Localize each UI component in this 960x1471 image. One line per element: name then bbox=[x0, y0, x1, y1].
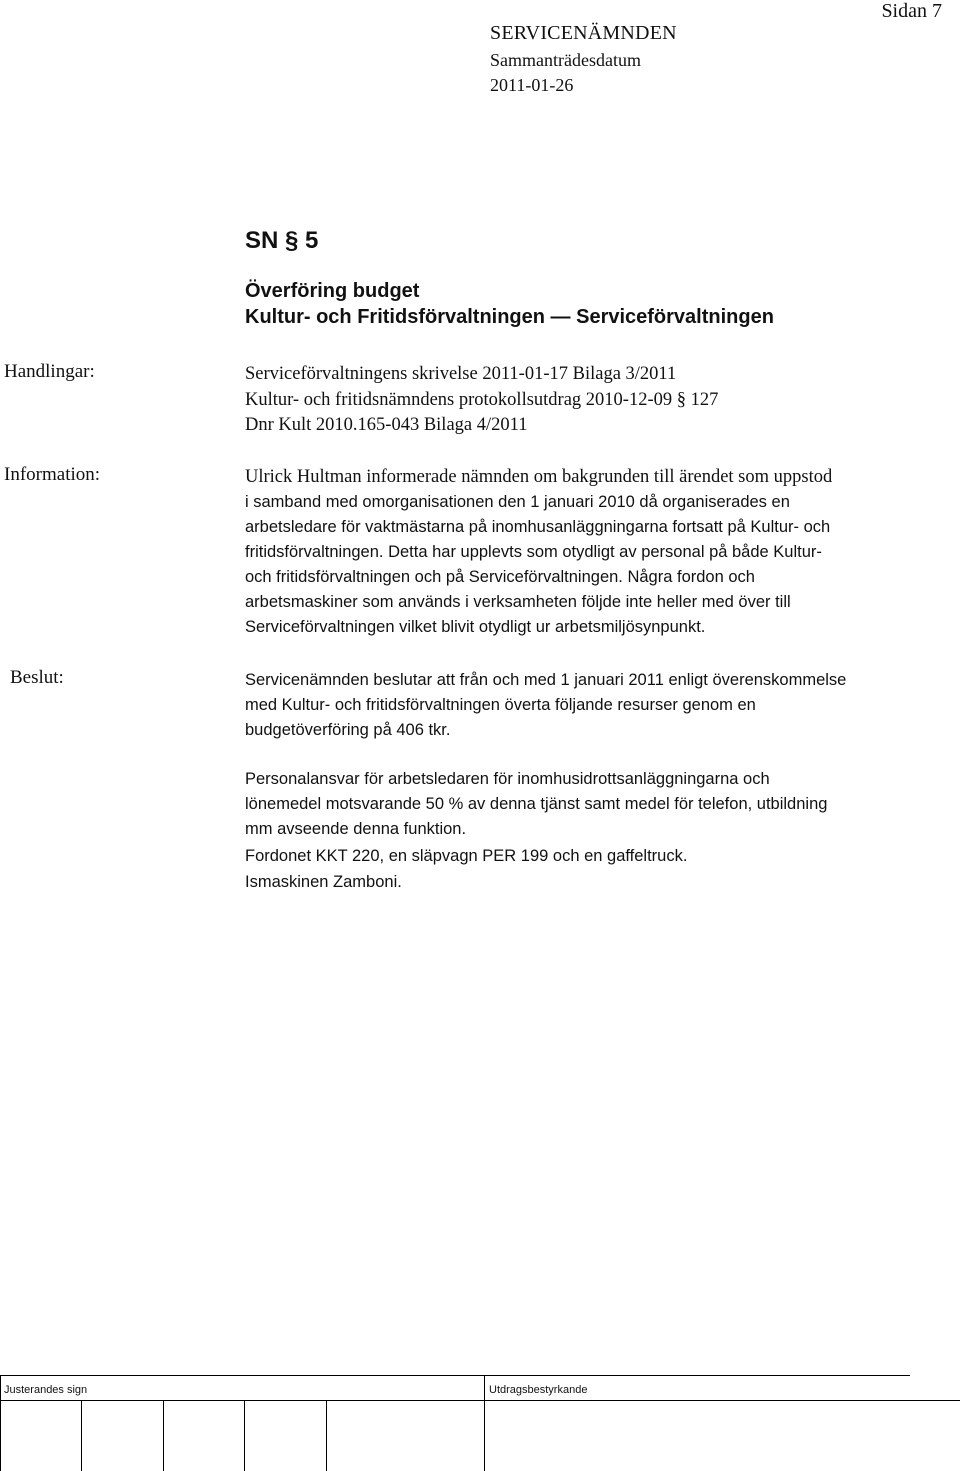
section-number: SN § 5 bbox=[245, 227, 319, 254]
information-line: Ulrick Hultman informerade nämnden om bakgrunden till ärendet som uppstod bbox=[245, 467, 833, 487]
utdragsbestyrkande-label: Utdragsbestyrkande bbox=[489, 1384, 588, 1396]
information-line: arbetsmaskiner som används i verksamheten följde inte heller med över till bbox=[245, 593, 791, 611]
signature-box-divider bbox=[484, 1375, 485, 1471]
signature-box-divider bbox=[326, 1400, 327, 1471]
beslut-detail-line: Fordonet KKT 220, en släpvagn PER 199 och en gaffeltruck. bbox=[245, 847, 688, 865]
handlingar-label: Handlingar: bbox=[4, 361, 95, 382]
information-line: fritidsförvaltningen. Detta har upplevts som otydligt av personal på både Kultur- bbox=[245, 543, 822, 561]
handlingar-line: Dnr Kult 2010.165-043 Bilaga 4/2011 bbox=[245, 415, 528, 435]
handlingar-line: Kultur- och fritidsnämndens protokollsutdrag 2010-12-09 § 127 bbox=[245, 390, 719, 410]
signature-box-divider bbox=[244, 1400, 245, 1471]
signature-box-divider bbox=[163, 1400, 164, 1471]
information-line: i samband med omorganisationen den 1 januari 2010 då organiserades en bbox=[245, 493, 790, 511]
justerandes-sign-label: Justerandes sign bbox=[4, 1384, 88, 1396]
signature-box-divider bbox=[0, 1375, 1, 1471]
information-label: Information: bbox=[4, 464, 101, 485]
beslut-line: Servicenämnden beslutar att från och med 1 januari 2011 enligt överenskommelse bbox=[245, 671, 847, 689]
beslut-detail-line: Ismaskinen Zamboni. bbox=[245, 873, 402, 891]
beslut-detail-line: lönemedel motsvarande 50 % av denna tjänst samt medel för telefon, utbildning bbox=[245, 795, 828, 813]
section-title-line-1: Överföring budget bbox=[245, 280, 420, 302]
information-line: och fritidsförvaltningen och på Serviceförvaltningen. Några fordon och bbox=[245, 568, 755, 586]
beslut-line: med Kultur- och fritidsförvaltningen överta följande resurser genom en bbox=[245, 696, 756, 714]
beslut-label: Beslut: bbox=[10, 667, 64, 688]
handlingar-line: Serviceförvaltningens skrivelse 2011-01-17 Bilaga 3/2011 bbox=[245, 364, 677, 384]
meeting-date: 2011-01-26 bbox=[490, 75, 574, 95]
beslut-detail-line: mm avseende denna funktion. bbox=[245, 820, 467, 838]
signature-box-divider bbox=[81, 1400, 82, 1471]
page-number: Sidan 7 bbox=[881, 0, 942, 22]
footer-rule bbox=[0, 1375, 910, 1376]
section-title-line-2: Kultur- och Fritidsförvaltningen — Serviceförvaltningen bbox=[245, 306, 774, 328]
meeting-date-label: Sammanträdesdatum bbox=[490, 50, 641, 70]
information-line: Serviceförvaltningen vilket blivit otydligt ur arbetsmiljösynpunkt. bbox=[245, 618, 706, 636]
information-line: arbetsledare för vaktmästarna på inomhusanläggningarna fortsatt på Kultur- och bbox=[245, 518, 831, 536]
committee-name: SERVICENÄMNDEN bbox=[490, 22, 677, 44]
beslut-line: budgetöverföring på 406 tkr. bbox=[245, 721, 451, 739]
footer-rule bbox=[0, 1400, 960, 1401]
beslut-detail-line: Personalansvar för arbetsledaren för inomhusidrottsanläggningarna och bbox=[245, 770, 770, 788]
